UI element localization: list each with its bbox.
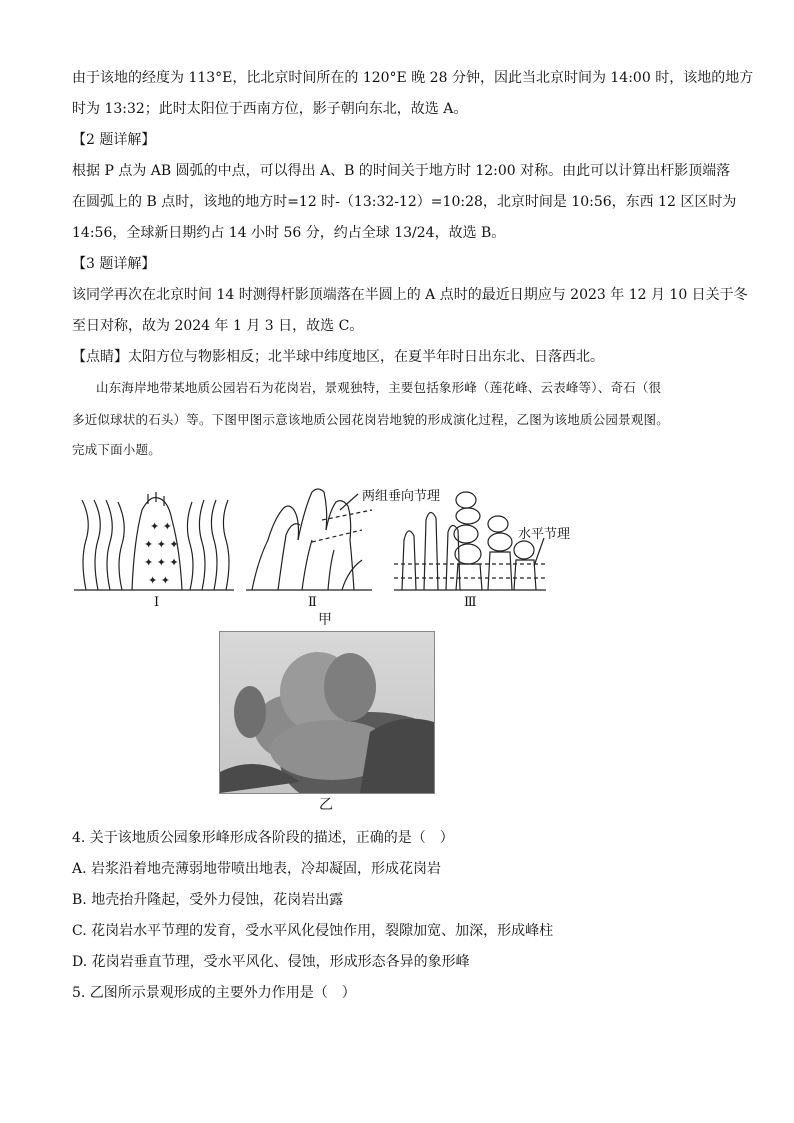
intro-line: 多近似球状的石头）等。下图甲图示意该地质公园花岗岩地貌的形成演化过程，乙图为该地质公园景观图。 bbox=[72, 412, 669, 427]
question-4: 4. 关于该地质公园象形峰形成各阶段的描述，正确的是（ ） bbox=[72, 830, 454, 846]
question-5: 5. 乙图所示景观形成的主要外力作用是（ ） bbox=[72, 985, 356, 1001]
figure-jia bbox=[72, 480, 612, 630]
svg-text:✦ ✦ ✦: ✦ ✦ ✦ bbox=[144, 556, 179, 569]
roman-numeral-2: Ⅱ bbox=[308, 595, 317, 610]
panel-2-diagram bbox=[246, 489, 372, 590]
text-line: 14:56，全球新日期约占 14 小时 56 分，约占全球 13/24，故选 B。 bbox=[72, 225, 506, 241]
label-horizontal-joints: 水平节理 bbox=[518, 527, 571, 542]
option-4b: B. 地壳抬升隆起，受外力侵蚀，花岗岩出露 bbox=[72, 892, 344, 908]
landscape-photo bbox=[219, 631, 435, 794]
text-line: 由于该地的经度为 113°E，比北京时间所在的 120°E 晚 28 分钟，因此当北京时间为 14:00 时，该地的地方 bbox=[72, 70, 754, 86]
svg-text:✦ ✦: ✦ ✦ bbox=[150, 520, 172, 533]
svg-text:✦ ✦: ✦ ✦ bbox=[148, 574, 170, 587]
caption-yi: 乙 bbox=[319, 797, 333, 813]
roman-numeral-3: Ⅲ bbox=[464, 595, 477, 610]
option-4c: C. 花岗岩水平节理的发育，受水平风化侵蚀作用，裂隙加宽、加深，形成峰柱 bbox=[72, 923, 554, 939]
tip-line: 【点睛】太阳方位与物影相反；北半球中纬度地区，在夏半年时日出东北、日落西北。 bbox=[72, 349, 604, 365]
text-line: 时为 13:32；此时太阳位于西南方位，影子朝向东北，故选 A。 bbox=[72, 101, 468, 117]
text-line: 该同学再次在北京时间 14 时测得杆影顶端落在半圆上的 A 点时的最近日期应与 2023 年 12 月 10 日关于冬 bbox=[72, 287, 748, 303]
roman-numeral-1: Ⅰ bbox=[154, 595, 160, 610]
text-line: 根据 P 点为 AB 圆弧的中点，可以得出 A、B 的时间关于地方时 12:00 对称。由此可以计算出杆影顶端落 bbox=[72, 163, 731, 179]
section-heading: 【2 题详解】 bbox=[72, 132, 156, 148]
text-line: 至日对称，故为 2024 年 1 月 3 日，故选 C。 bbox=[72, 318, 364, 334]
option-4d: D. 花岗岩垂直节理，受水平风化、侵蚀，形成形态各异的象形峰 bbox=[72, 954, 470, 970]
text-line: 在圆弧上的 B 点时，该地的地方时=12 时-（13:32-12）=10:28，北京时间是 10:56，东西 12 区区时为 bbox=[72, 194, 737, 210]
panel-1-diagram bbox=[74, 492, 234, 590]
label-vertical-joints: 两组垂向节理 bbox=[362, 489, 441, 504]
section-heading: 【3 题详解】 bbox=[72, 256, 156, 272]
intro-line: 完成下面小题。 bbox=[72, 442, 161, 457]
caption-jia: 甲 bbox=[318, 612, 332, 628]
intro-line: 山东海岸地带某地质公园岩石为花岗岩，景观独特，主要包括象形峰（莲花峰、云表峰等）、奇石（很 bbox=[96, 380, 662, 395]
svg-text:✦ ✦ ✦: ✦ ✦ ✦ bbox=[144, 538, 179, 551]
option-4a: A. 岩浆沿着地壳薄弱地带喷出地表，冷却凝固，形成花岗岩 bbox=[72, 861, 442, 877]
